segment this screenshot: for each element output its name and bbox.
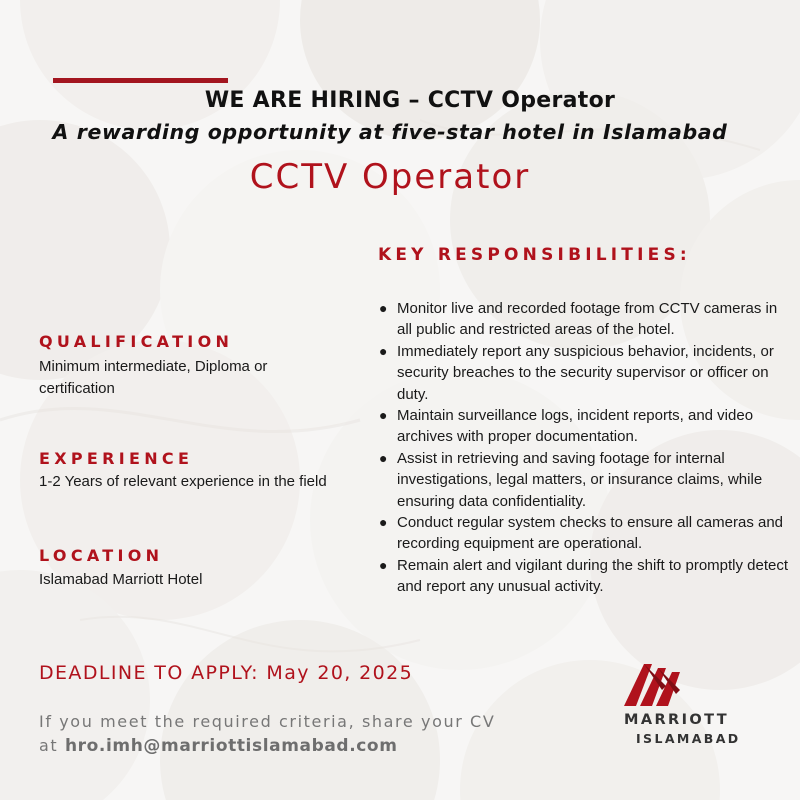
- logo-name: MARRIOTT: [624, 712, 730, 728]
- responsibility-text: Immediately report any suspicious behavior, incidents, or security breaches to the security supervisor or officer on duty.: [397, 342, 774, 403]
- list-item: [376, 512, 796, 555]
- responsibility-text: Maintain surveillance logs, incident reports, and video archives with proper documentation.: [397, 407, 754, 446]
- responsibilities-heading: KEY RESPONSIBILITIES:: [378, 245, 691, 265]
- list-item: [376, 555, 796, 598]
- headline: WE ARE HIRING – CCTV Operator: [204, 88, 616, 113]
- marriott-m-logo-icon: [622, 656, 688, 708]
- bullet-icon: ●: [379, 300, 388, 316]
- responsibility-text: Remain alert and vigilant during the shift to promptly detect and report any unusual activity.: [397, 556, 789, 596]
- list-item: [376, 405, 796, 448]
- apply-instructions: [39, 710, 579, 758]
- experience-text: 1-2 Years of relevant experience in the field: [39, 473, 327, 490]
- apply-line: If you meet the required criteria, share your CV: [39, 712, 496, 731]
- responsibility-text: Assist in retrieving and saving footage for internal investigations, legal matters, or insurance claims, while ensuring data confidentiality.: [397, 449, 763, 510]
- apply-email-line: [39, 734, 579, 758]
- marriott-logo: [612, 656, 772, 756]
- location-text: Islamabad Marriott Hotel: [39, 571, 203, 588]
- apply-prefix: at: [39, 736, 59, 755]
- bullet-icon: ●: [379, 514, 388, 531]
- bullet-icon: ●: [379, 449, 388, 466]
- accent-line: [53, 78, 228, 83]
- apply-email-link[interactable]: hro.imh@marriottislamabad.com: [64, 736, 398, 756]
- logo-city: ISLAMABAD: [636, 731, 741, 746]
- deadline: DEADLINE TO APPLY: May 20, 2025: [39, 662, 414, 684]
- location-heading: LOCATION: [39, 546, 164, 565]
- list-item: [376, 298, 796, 341]
- qualification-text: Minimum intermediate, Diploma or certification: [39, 358, 268, 397]
- responsibility-text: Conduct regular system checks to ensure all cameras and recording equipment are operational.: [397, 514, 784, 553]
- bullet-icon: ●: [379, 556, 388, 573]
- role-title: CCTV Operator: [249, 157, 531, 197]
- list-item: [376, 448, 796, 512]
- experience-heading: EXPERIENCE: [39, 449, 194, 468]
- responsibility-text: Monitor live and recorded footage from CCTV cameras in all public and restricted areas of the hotel.: [397, 300, 778, 339]
- list-item: [376, 341, 796, 405]
- subheadline: A rewarding opportunity at five-star hotel in Islamabad: [52, 120, 728, 144]
- bullet-icon: ●: [379, 342, 388, 359]
- qualification-heading: QUALIFICATION: [39, 332, 234, 351]
- responsibilities-list: [376, 298, 796, 598]
- bullet-icon: ●: [379, 407, 388, 424]
